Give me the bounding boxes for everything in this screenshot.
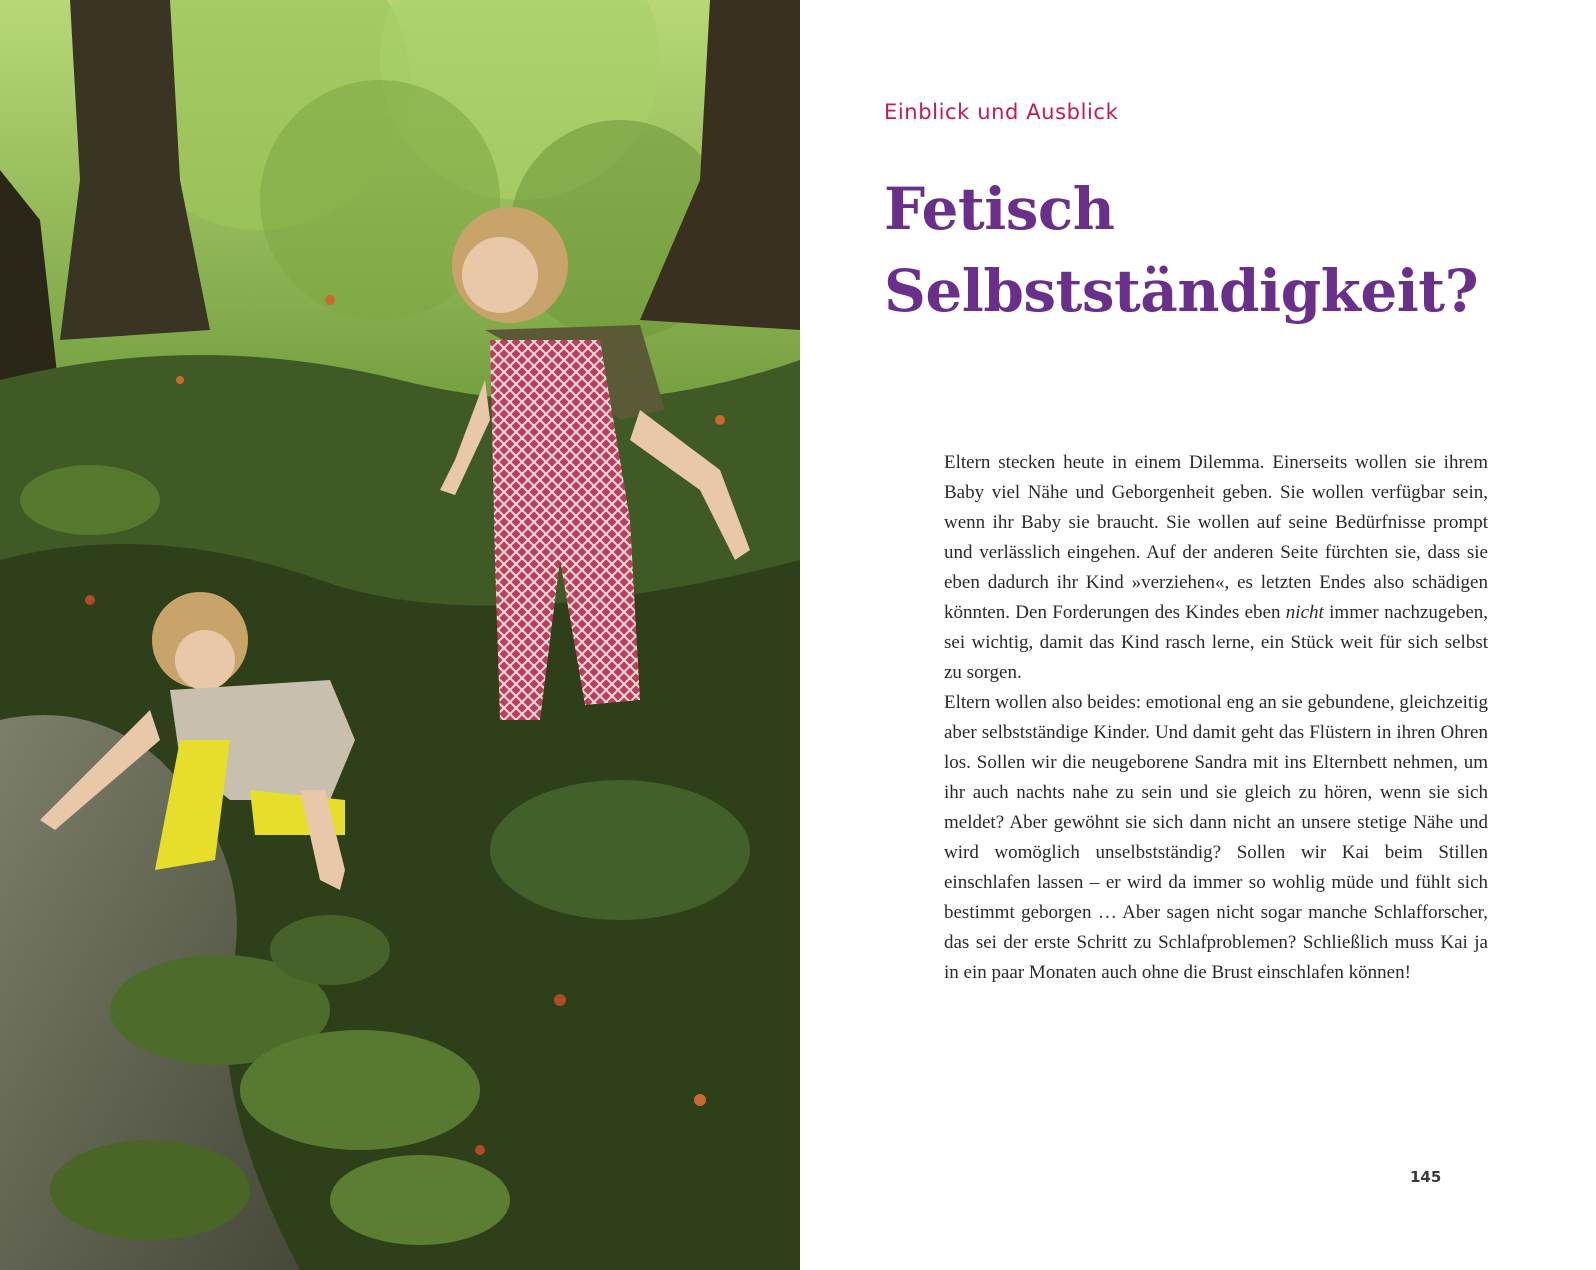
paragraph-2: Eltern wollen also beides: emotional eng an sie gebundene, gleichzeitig aber selbstständige Kinder. Und damit geht das Flüstern in ihren Ohren los. Sollen wir die neugeborene Sandra mit ins Elternbett nehmen, um ihr auch nachts nahe zu sein und sie gleich zu hören, wenn sie sich meldet? Aber gewöhnt sie sich dann nicht an unsere stetige Nähe und wird womöglich unselbstständig? Sollen wir Kai beim Stillen einschlafen lassen – er wird da immer so wohlig müde und fühlt sich bestimmt geborgen … Aber sagen nicht sogar manche Schlafforscher, das sei der erste Schritt zu Schlafproblemen? Schließlich muss Kai ja in ein paar Monaten auch ohne die Brust einschlafen können! <box>944 692 1488 983</box>
title-line-1: Fetisch <box>884 175 1115 243</box>
emphasis-nicht: nicht <box>1285 602 1324 623</box>
text-page <box>800 0 1596 1270</box>
paragraph-1 <box>944 448 1488 688</box>
paragraph-1-part-2: immer nachzugeben, sei wichtig, damit das Kind rasch lerne, ein Stück weit für sich selbst zu sorgen. <box>944 602 1488 683</box>
page-number: 145 <box>1410 1168 1442 1186</box>
chapter-title <box>884 168 1478 332</box>
body-text <box>944 448 1488 988</box>
title-line-2: Selbstständigkeit? <box>884 257 1479 325</box>
section-kicker: Einblick und Ausblick <box>884 100 1119 124</box>
paragraph-1-part-1: Eltern stecken heute in einem Dilemma. Einerseits wollen sie ihrem Baby viel Nähe und Geborgenheit geben. Sie wollen verfügbar sein, wenn ihr Baby sie braucht. Sie wollen auf seine Bedürfnisse prompt und verlässlich eingehen. Auf der anderen Seite fürchten sie, dass sie eben dadurch ihr Kind »verziehen«, es letzten Endes also schädigen könnten. Den Forderungen des Kindes eben <box>944 452 1488 623</box>
